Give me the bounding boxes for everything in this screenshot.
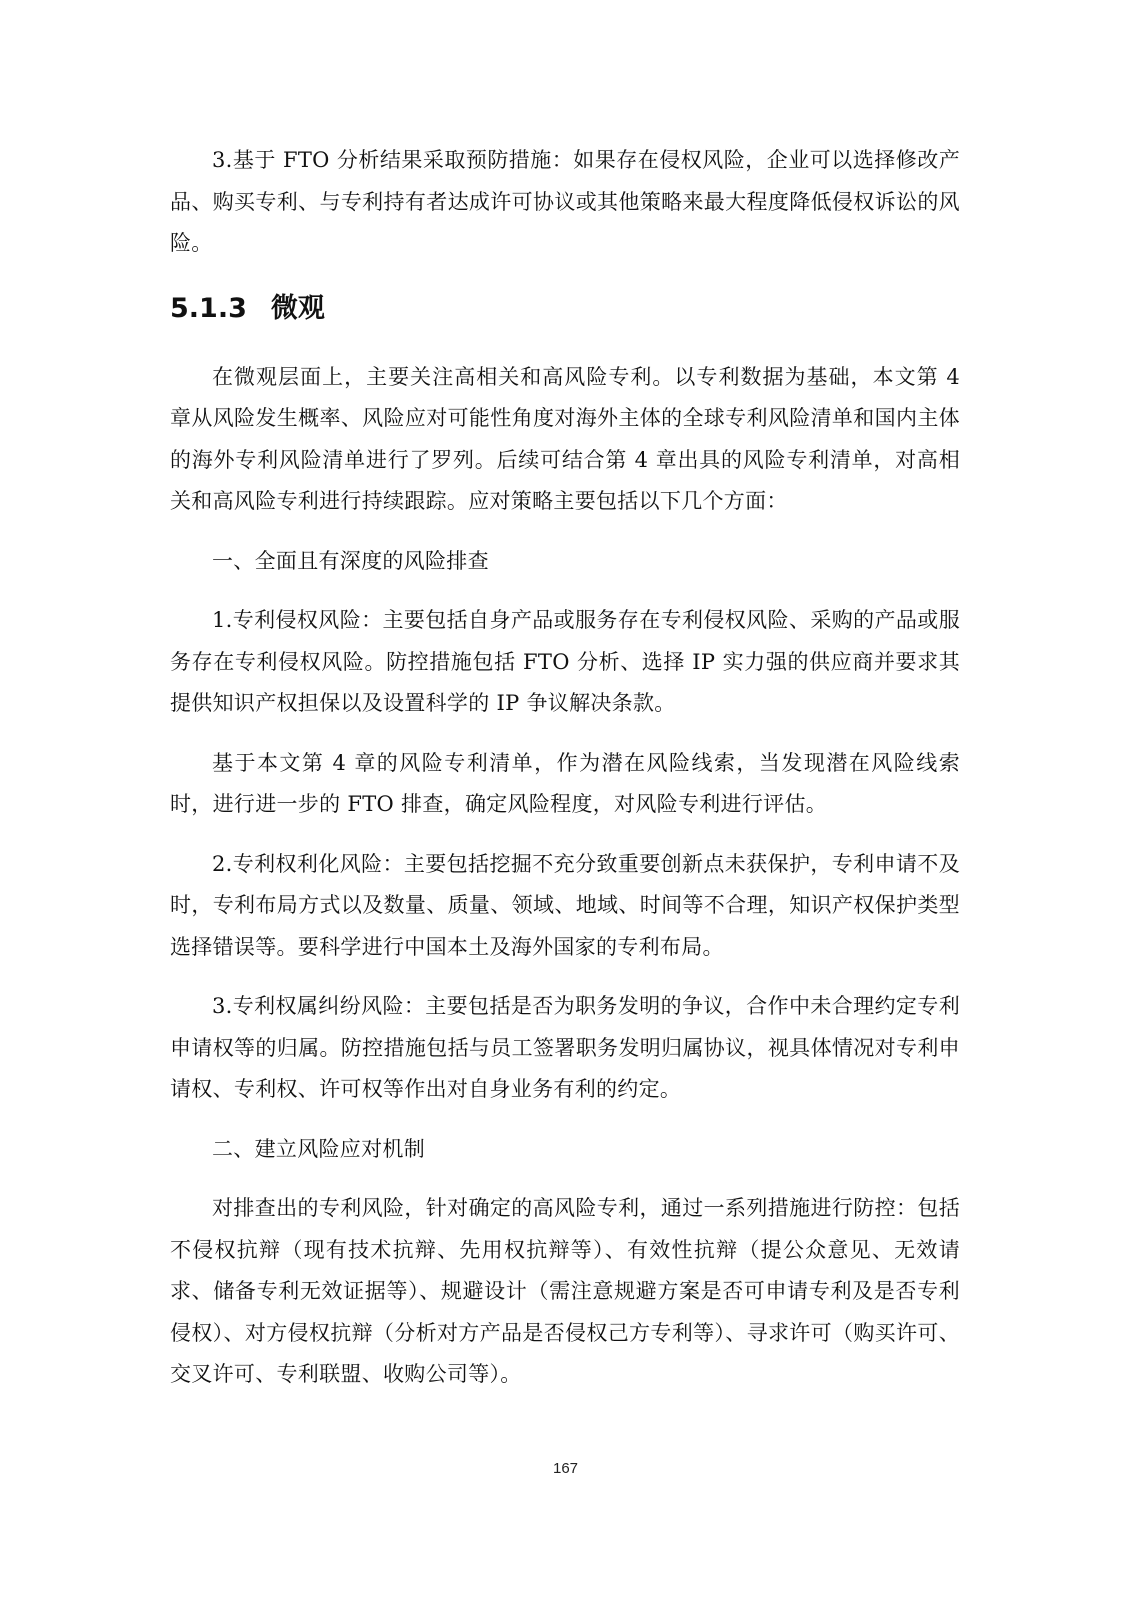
section-number: 5.1.3 — [170, 292, 247, 324]
paragraph-risk-list-basis: 基于本文第 4 章的风险专利清单，作为潜在风险线索，当发现潜在风险线索时，进行进一步的 FTO 排查，确定风险程度，对风险专利进行评估。 — [170, 750, 960, 816]
section-heading — [170, 285, 960, 333]
paragraph-infringement-risk: 1.专利侵权风险：主要包括自身产品或服务存在专利侵权风险、采购的产品或服务存在专利侵权风险。防控措施包括 FTO 分析、选择 IP 实力强的供应商并要求其提供知识产权担保以及设置科学的 IP 争议解决条款。 — [170, 608, 960, 715]
paragraph-micro-intro: 在微观层面上，主要关注高相关和高风险专利。以专利数据为基础，本文第 4 章从风险发生概率、风险应对可能性角度对海外主体的全球专利风险清单和国内主体的海外专利风险清单进行了罗列。后续可结合第 4 章出具的风险专利清单，对高相关和高风险专利进行持续跟踪。应对策略主要包括以下几个方面： — [170, 364, 960, 513]
section-title: 微观 — [270, 292, 325, 324]
subheading-response-mechanism: 二、建立风险应对机制 — [212, 1136, 425, 1161]
paragraph-rights-risk: 2.专利权利化风险：主要包括挖掘不充分致重要创新点未获保护，专利申请不及时，专利布局方式以及数量、质量、领域、地域、时间等不合理，知识产权保护类型选择错误等。要科学进行中国本土及海外国家的专利布局。 — [170, 851, 960, 959]
subheading-risk-screening: 一、全面且有深度的风险排查 — [212, 548, 489, 573]
page-content — [170, 140, 960, 1396]
paragraph-fto-prevention: 3.基于 FTO 分析结果采取预防措施：如果存在侵权风险，企业可以选择修改产品、购买专利、与专利持有者达成许可协议或其他策略来最大程度降低侵权诉讼的风险。 — [170, 148, 960, 255]
paragraph-ownership-risk: 3.专利权属纠纷风险：主要包括是否为职务发明的争议，合作中未合理约定专利申请权等的归属。防控措施包括与员工签署职务发明归属协议，视具体情况对专利申请权、专利权、许可权等作出对自身业务有利的约定。 — [170, 994, 960, 1101]
page-number: 167 — [552, 1460, 579, 1477]
paragraph-response-measures: 对排查出的专利风险，针对确定的高风险专利，通过一系列措施进行防控：包括不侵权抗辩（现有技术抗辩、先用权抗辩等）、有效性抗辩（提公众意见、无效请求、储备专利无效证据等）、规避设计（需注意规避方案是否可申请专利及是否专利侵权）、对方侵权抗辩（分析对方产品是否侵权己方专利等）、寻求许可（购买许可、交叉许可、专利联盟、收购公司等）。 — [170, 1196, 960, 1386]
